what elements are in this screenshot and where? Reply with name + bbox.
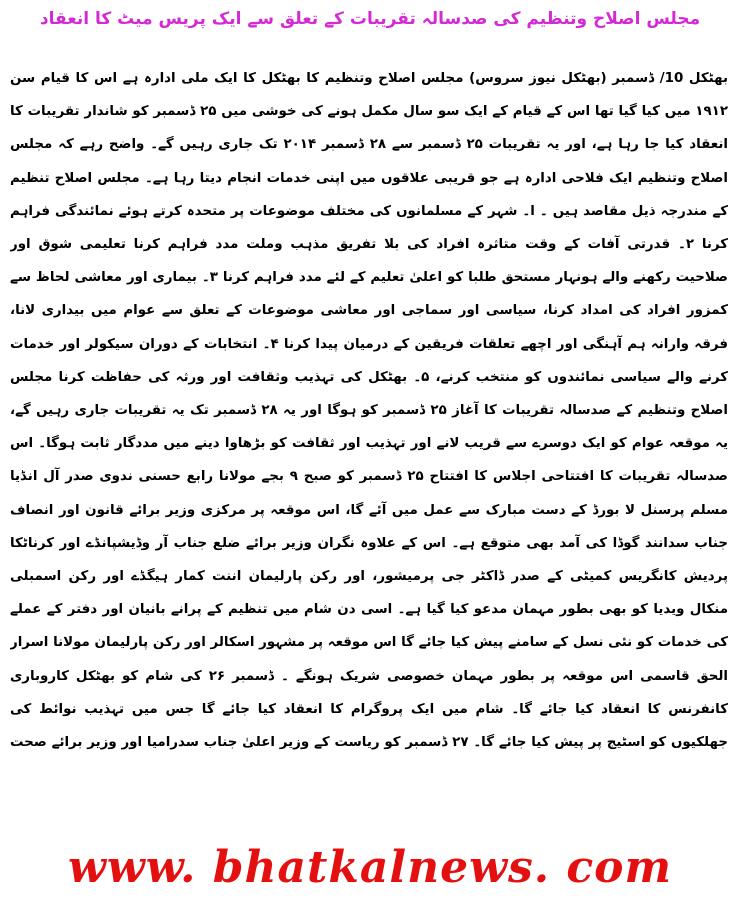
article-paragraph: بھٹکل 10/ ڈسمبر (بھٹکل نیوز سروس) مجلس اصلاح وتنظیم کا بھٹکل کا ایک ملی ادارہ ہے اس کا قیام سن ۱۹۱۲ میں کیا گیا تھا اس کے قیام کے ایک سو سال مکمل ہونے کی خوشی میں ۲۵ ڈسمبر کو شاندار تقریبات کا انعقاد کیا جا رہا ہے، اور یہ تقریبات ۲۵ ڈسمبر سے ۲۸ ڈسمبر ۲۰۱۴ تک جاری رہیں گے۔ واضح رہے کہ مجلس اصلاح وتنظیم ایک فلاحی ادارہ ہے جو قریبی علاقوں میں اپنی خدمات انجام دیتا رہا ہے۔ مجلس اصلاح تنظیم کے مندرجہ ذیل مقاصد ہیں ۔ ا۔ شہر کے مسلمانوں کی مختلف موضوعات پر متحدہ کرتے ہوئے نمائندگی فراہم کرنا ۲۔ قدرتی آفات کے وقت متاثرہ افراد کی بلا تفریق مذہب وملت مدد فراہم کرنا تعلیمی شوق اور صلاحیت رکھنے والے ہونہار مستحق طلبا کو اعلیٰ تعلیم کے لئے مدد فراہم کرنا ۳۔ بیماری اور معاشی لحاظ سے کمزور افراد کی امداد کرنا، سیاسی اور سماجی اور معاشی موضوعات کے تعلق سے عوام میں بیداری لانا، فرقہ وارانہ ہم آہنگی اور اچھے تعلقات فریقین کے درمیان پیدا کرنا ۴۔ انتخابات کے دوران سیکولر اور خدمات کرنے والے سیاسی نمائندوں کو منتخب کرنے، ۵۔ بھٹکل کی تہذیب وثقافت اور ورثہ کی حفاظت کرنا مجلس اصلاح وتنظیم کے صدسالہ تقریبات کا آغاز ۲۵ ڈسمبر کو ہوگا اور یہ ۲۸ ڈسمبر تک یہ تقریبات جاری رہیں گے، یہ موقعہ عوام کو ایک دوسرے سے قریب لانے اور تہذیب اور ثقافت کو بڑھاوا دینے میں مددگار ثابت ہوگا۔ اس صدسالہ تقریبات کا افتتاحی اجلاس کا افتتاح ۲۵ ڈسمبر کو صبح ۹ بجے مولانا رابع حسنی ندوی صدر آل انڈیا مسلم پرسنل لا بورڈ کے دست مبارک سے عمل میں آئے گا، اس موقعہ پر مرکزی وزیر برائے قانون اور انصاف جناب سدانند گوڈا کی آمد بھی متوقع ہے۔ اس کے علاوہ نگران وزیر برائے ضلع جناب آر وڈیشپانڈے اور کرناٹکا پردیش کانگریس کمیٹی کے صدر ڈاکٹر جی پرمیشور، اور رکن پارلیمان اننت کمار ہیگڈے اور رکن اسمبلی منکال ویدیا کو بھی بطور مہمان مدعو کیا گیا ہے۔ اسی دن شام میں تنظیم کے پرانے بانیان اور دفتر کے عملے کی خدمات کو نئی نسل کے سامنے پیش کیا جائے گا اس موقعہ پر مشہور اسکالر اور رکن پارلیمان مولانا اسرار الحق قاسمی اس موقعہ پر بطور مہمان خصوصی شریک ہونگے ۔ ڈسمبر ۲۶ کی شام کو بھٹکل کاروباری کانفرنس کا انعقاد کیا جائے گا۔ شام میں ایک پروگرام کا انعقاد کیا جائے گا جس میں تہذیب نوائط کی جھلکیوں کو اسٹیج پر پیش کیا جائے گا۔ ۲۷ ڈسمبر کو ریاست کے وزیر اعلیٰ جناب سدرامیا اور وزیر برائے صحت [10, 71, 728, 751]
website-link[interactable]: www. bhatkalnews. com [67, 842, 673, 893]
article-headline: مجلس اصلاح وتنظیم کی صدسالہ تقریبات کے تعلق سے ایک پریس میٹ کا انعقاد [39, 9, 701, 29]
article-body [10, 62, 728, 752]
